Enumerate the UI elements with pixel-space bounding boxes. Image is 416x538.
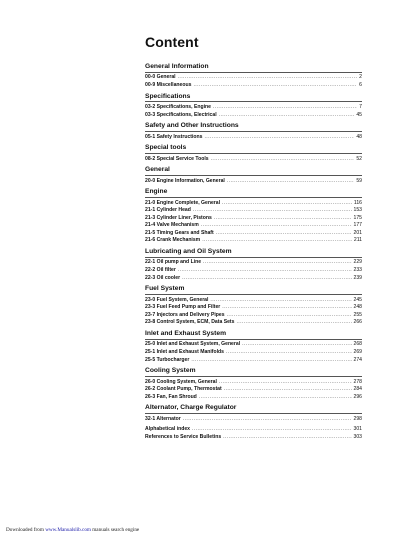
dot-leader <box>202 237 352 245</box>
toc-entry-label: 23-0 Fuel System, General <box>145 296 209 303</box>
toc-entry[interactable] <box>145 379 362 387</box>
table-of-contents <box>145 63 362 445</box>
toc-section <box>145 330 362 364</box>
toc-entry-page: 153 <box>353 207 362 214</box>
toc-extra-entries <box>145 426 362 441</box>
toc-entry-page: 303 <box>353 433 362 440</box>
toc-entry-label: 20-0 Engine Information, General <box>145 177 225 184</box>
toc-entry-label: References to Service Bulletins <box>145 433 222 440</box>
dot-leader <box>182 275 351 283</box>
dot-leader <box>183 416 352 424</box>
toc-entry[interactable] <box>145 304 362 312</box>
toc-entry-page: 233 <box>353 267 362 274</box>
toc-entry[interactable] <box>145 349 362 357</box>
toc-entry-page: 239 <box>353 274 362 281</box>
toc-section-heading: Lubricating and Oil System <box>145 248 362 258</box>
toc-section <box>145 188 362 245</box>
dot-leader <box>222 304 351 312</box>
toc-entry-page: 278 <box>353 378 362 385</box>
toc-entry-label: 21-5 Timing Gears and Shaft <box>145 229 214 236</box>
toc-entry[interactable] <box>145 319 362 327</box>
toc-entry[interactable] <box>145 230 362 238</box>
toc-entry[interactable] <box>145 341 362 349</box>
toc-entry-label: 08-2 Special Service Tools <box>145 155 209 162</box>
toc-entry-label: 21-0 Engine Complete, General <box>145 199 221 206</box>
dot-leader <box>203 259 351 267</box>
toc-entry[interactable] <box>145 74 362 82</box>
dot-leader <box>219 112 355 120</box>
toc-entry[interactable] <box>145 426 362 434</box>
toc-section-heading: Alternator, Charge Regulator <box>145 404 362 414</box>
dot-leader <box>216 230 352 238</box>
dot-leader <box>201 222 352 230</box>
toc-entry-page: 116 <box>353 199 362 206</box>
toc-entry[interactable] <box>145 386 362 394</box>
dot-leader <box>210 297 351 305</box>
toc-entry-label: 23-3 Fuel Feed Pump and Filter <box>145 304 221 311</box>
toc-entry-page: 229 <box>353 259 362 266</box>
toc-entry-page: 269 <box>353 348 362 355</box>
toc-section <box>145 144 362 163</box>
toc-section-heading: Cooling System <box>145 367 362 377</box>
toc-section-heading: General Information <box>145 63 362 73</box>
toc-entry[interactable] <box>145 215 362 223</box>
dot-leader <box>211 156 355 164</box>
toc-entry[interactable] <box>145 237 362 245</box>
toc-entry[interactable] <box>145 82 362 90</box>
toc-entry[interactable] <box>145 297 362 305</box>
dot-leader <box>199 394 352 402</box>
toc-entry[interactable] <box>145 200 362 208</box>
toc-entry-page: 7 <box>359 103 362 110</box>
toc-entry-label: 22-2 Oil filter <box>145 267 176 274</box>
toc-entry-page: 201 <box>353 229 362 236</box>
toc-section-heading: Engine <box>145 188 362 198</box>
toc-entry-label: 26-3 Fan, Fan Shroud <box>145 393 197 400</box>
toc-entry[interactable] <box>145 134 362 142</box>
dot-leader <box>219 379 352 387</box>
dot-leader <box>224 386 352 394</box>
toc-entry[interactable] <box>145 112 362 120</box>
toc-section-heading: General <box>145 166 362 176</box>
dot-leader <box>236 319 351 327</box>
toc-entry[interactable] <box>145 394 362 402</box>
toc-entry-label: 00-9 Miscellaneous <box>145 81 192 88</box>
toc-entry-page: 284 <box>353 386 362 393</box>
toc-entry-page: 45 <box>356 111 362 118</box>
toc-entry[interactable] <box>145 156 362 164</box>
toc-entry-page: 255 <box>353 311 362 318</box>
toc-entry[interactable] <box>145 207 362 215</box>
page-title: Content <box>145 34 199 50</box>
dot-leader <box>193 82 357 90</box>
toc-entry[interactable] <box>145 222 362 230</box>
toc-entry-label: 22-1 Oil pump and Line <box>145 259 202 266</box>
dot-leader <box>178 74 358 82</box>
footer-link[interactable]: www.Manualslib.com <box>45 527 91 533</box>
toc-entry-page: 59 <box>356 177 362 184</box>
toc-entry-page: 266 <box>353 319 362 326</box>
toc-section-heading: Safety and Other Instructions <box>145 122 362 132</box>
toc-entry[interactable] <box>145 104 362 112</box>
toc-section <box>145 93 362 120</box>
footer-prefix: Downloaded from <box>6 527 46 533</box>
toc-entry[interactable] <box>145 357 362 365</box>
toc-entry-page: 6 <box>359 81 362 88</box>
toc-entry[interactable] <box>145 259 362 267</box>
toc-entry-label: 26-0 Cooling System, General <box>145 378 217 385</box>
toc-section-heading: Fuel System <box>145 285 362 295</box>
dot-leader <box>213 104 357 112</box>
toc-entry-page: 177 <box>353 222 362 229</box>
toc-entry[interactable] <box>145 275 362 283</box>
toc-entry[interactable] <box>145 434 362 442</box>
toc-entry-label: 23-8 Control System, ECM, Data Sets <box>145 319 235 326</box>
toc-section <box>145 166 362 185</box>
toc-entry-page: 274 <box>353 356 362 363</box>
toc-entry-page: 175 <box>353 214 362 221</box>
toc-entry-page: 48 <box>356 133 362 140</box>
toc-section-heading: Inlet and Exhaust System <box>145 330 362 340</box>
dot-leader <box>204 134 354 142</box>
toc-entry-label: 23-7 Injectors and Delivery Pipes <box>145 311 225 318</box>
toc-section <box>145 367 362 401</box>
toc-entry-label: 21-3 Cylinder Liner, Pistons <box>145 214 212 221</box>
toc-entry[interactable] <box>145 312 362 320</box>
toc-section <box>145 248 362 282</box>
dot-leader <box>227 312 352 320</box>
toc-entry-label: 21-1 Cylinder Head <box>145 207 191 214</box>
toc-section <box>145 404 362 423</box>
dot-leader <box>214 215 352 223</box>
toc-entry-page: 211 <box>353 237 362 244</box>
toc-section-heading: Specifications <box>145 93 362 103</box>
dot-leader <box>193 207 352 215</box>
toc-entry-label: 32-1 Alternator <box>145 415 181 422</box>
toc-entry-label: 25-5 Turbocharger <box>145 356 190 363</box>
toc-entry-label: 21-6 Crank Mechanism <box>145 237 201 244</box>
toc-entry-page: 296 <box>353 393 362 400</box>
toc-entry[interactable] <box>145 416 362 424</box>
toc-entry-page: 248 <box>353 304 362 311</box>
dot-leader <box>178 267 352 275</box>
toc-section <box>145 122 362 141</box>
download-footer <box>6 527 139 533</box>
toc-section <box>145 285 362 327</box>
toc-entry-page: 298 <box>353 415 362 422</box>
toc-entry[interactable] <box>145 267 362 275</box>
dot-leader <box>192 426 351 434</box>
toc-entry-label: 21-4 Valve Mechanism <box>145 222 199 229</box>
dot-leader <box>242 341 351 349</box>
dot-leader <box>222 200 352 208</box>
toc-entry-label: Alphabetical index <box>145 426 191 433</box>
toc-entry-label: 03-3 Specifications, Electrical <box>145 111 217 118</box>
toc-section <box>145 63 362 90</box>
dot-leader <box>191 357 351 365</box>
toc-entry[interactable] <box>145 178 362 186</box>
toc-entry-page: 301 <box>353 426 362 433</box>
toc-entry-page: 245 <box>353 296 362 303</box>
toc-entry-label: 05-1 Safety Instructions <box>145 133 203 140</box>
toc-entry-label: 25-0 Inlet and Exhaust System, General <box>145 341 241 348</box>
toc-entry-label: 03-2 Specifications, Engine <box>145 103 211 110</box>
toc-entry-label: 00-0 General <box>145 74 176 81</box>
dot-leader <box>226 349 352 357</box>
toc-entry-label: 25-1 Inlet and Exhaust Manifolds <box>145 348 224 355</box>
toc-entry-label: 26-2 Coolant Pump, Thermostat <box>145 386 222 393</box>
toc-entry-label: 22-3 Oil cooler <box>145 274 181 281</box>
dot-leader <box>227 178 355 186</box>
toc-entry-page: 2 <box>359 74 362 81</box>
toc-entry-page: 52 <box>356 155 362 162</box>
toc-section-heading: Special tools <box>145 144 362 154</box>
footer-suffix: manuals search engine <box>90 527 140 533</box>
dot-leader <box>223 434 351 442</box>
toc-entry-page: 268 <box>353 341 362 348</box>
